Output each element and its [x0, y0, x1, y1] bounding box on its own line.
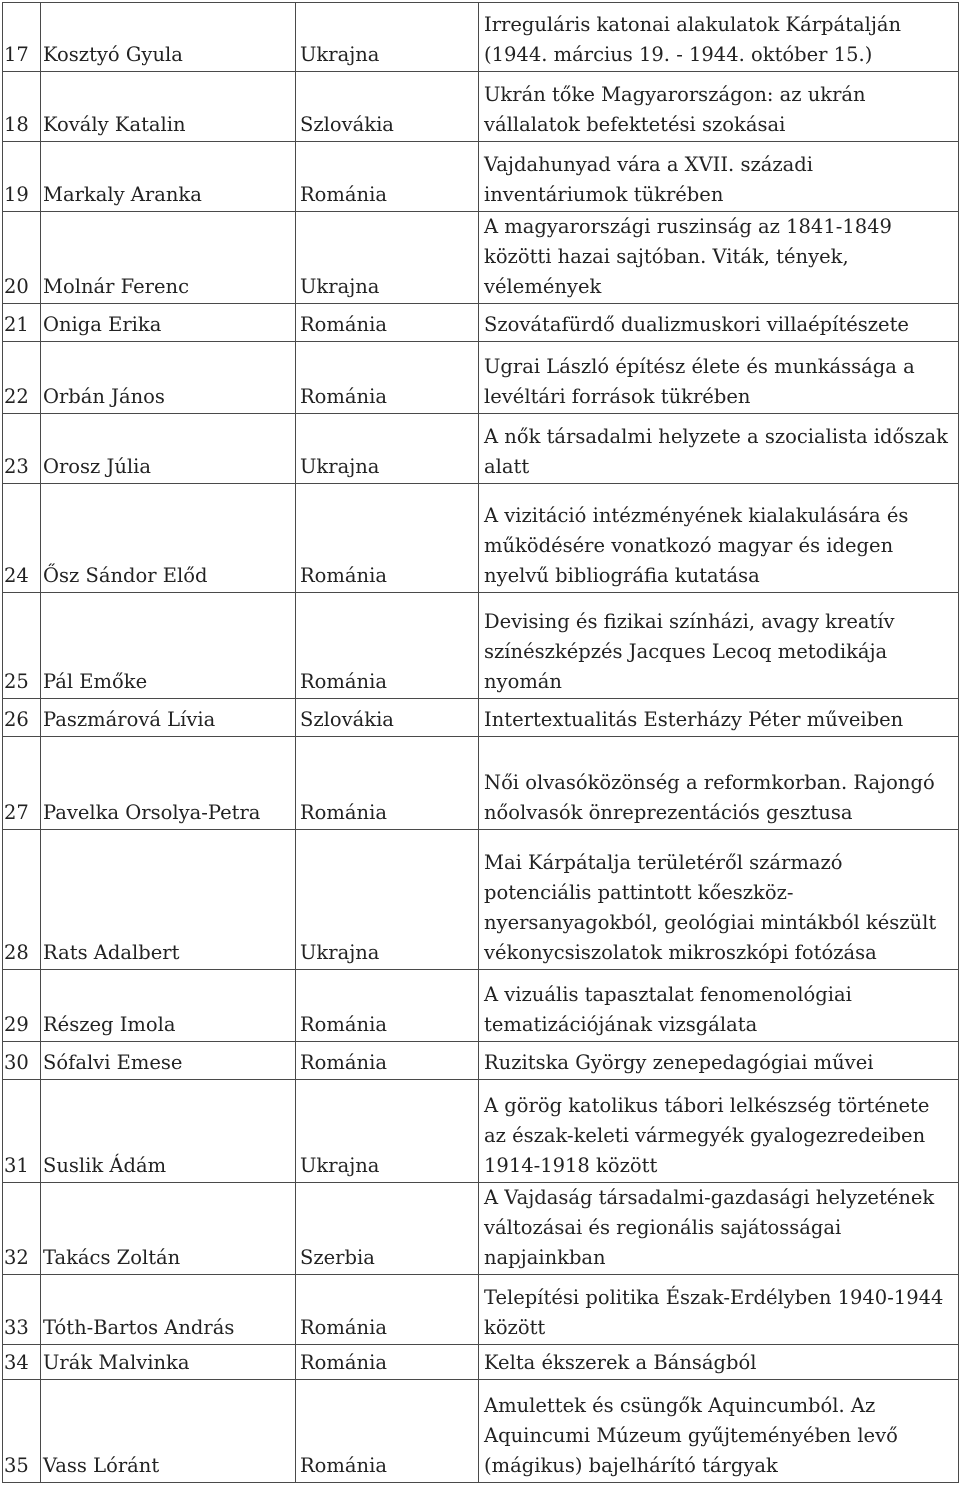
- research-title: A nők társadalmi helyzete a szocialista időszak alatt: [479, 414, 959, 484]
- country: Szlovákia: [296, 699, 479, 737]
- table-row: [3, 342, 959, 414]
- table-row: [3, 737, 959, 830]
- person-name: Rats Adalbert: [41, 830, 296, 970]
- row-number: 29: [3, 970, 41, 1042]
- country: Románia: [296, 484, 479, 593]
- row-number: 26: [3, 699, 41, 737]
- person-name: Urák Malvinka: [41, 1345, 296, 1380]
- person-name: Paszmárová Lívia: [41, 699, 296, 737]
- person-name: Oniga Erika: [41, 304, 296, 342]
- country: Románia: [296, 1042, 479, 1080]
- country: Románia: [296, 1345, 479, 1380]
- row-number: 19: [3, 142, 41, 212]
- table-row: [3, 970, 959, 1042]
- table-row: [3, 1080, 959, 1183]
- table-row: [3, 1275, 959, 1345]
- table-row: [3, 699, 959, 737]
- person-name: Takács Zoltán: [41, 1183, 296, 1275]
- table-row: [3, 142, 959, 212]
- country: Ukrajna: [296, 830, 479, 970]
- person-name: Suslik Ádám: [41, 1080, 296, 1183]
- table-row: [3, 3, 959, 72]
- research-title: A vizitáció intézményének kialakulására és működésére vonatkozó magyar és idegen nyelvű bibliográfia kutatása: [479, 484, 959, 593]
- country: Ukrajna: [296, 414, 479, 484]
- table-row: [3, 414, 959, 484]
- research-title: Amulettek és csüngők Aquincumból. Az Aquincumi Múzeum gyűjteményében levő (mágikus) bajelhárító tárgyak: [479, 1380, 959, 1483]
- row-number: 22: [3, 342, 41, 414]
- country: Szlovákia: [296, 72, 479, 142]
- person-name: Orbán János: [41, 342, 296, 414]
- research-title: Női olvasóközönség a reformkorban. Rajongó nőolvasók önreprezentációs gesztusa: [479, 737, 959, 830]
- research-title: Mai Kárpátalja területéről származó potenciális pattintott kőeszköz-nyersanyagokból, geológiai mintákból készült vékonycsiszolatok mikroszkópi fotózása: [479, 830, 959, 970]
- person-name: Molnár Ferenc: [41, 212, 296, 304]
- table-row: [3, 1380, 959, 1483]
- table-row: [3, 304, 959, 342]
- country: Románia: [296, 737, 479, 830]
- country: Románia: [296, 342, 479, 414]
- country: Románia: [296, 1380, 479, 1483]
- row-number: 23: [3, 414, 41, 484]
- table-row: [3, 484, 959, 593]
- table-row: [3, 830, 959, 970]
- research-title: A magyarországi ruszinság az 1841-1849 közötti hazai sajtóban. Viták, tények, vélemények: [479, 212, 959, 304]
- country: Románia: [296, 142, 479, 212]
- person-name: Markaly Aranka: [41, 142, 296, 212]
- research-title: A görög katolikus tábori lelkészség története az észak-keleti vármegyék gyalogezredeiben 1914-1918 között: [479, 1080, 959, 1183]
- row-number: 25: [3, 593, 41, 699]
- row-number: 21: [3, 304, 41, 342]
- row-number: 28: [3, 830, 41, 970]
- country: Ukrajna: [296, 3, 479, 72]
- grant-recipients-table: [2, 2, 959, 1483]
- research-title: Intertextualitás Esterházy Péter műveiben: [479, 699, 959, 737]
- country: Románia: [296, 593, 479, 699]
- country: Ukrajna: [296, 212, 479, 304]
- row-number: 32: [3, 1183, 41, 1275]
- person-name: Kovály Katalin: [41, 72, 296, 142]
- person-name: Ősz Sándor Előd: [41, 484, 296, 593]
- country: Ukrajna: [296, 1080, 479, 1183]
- research-title: Ukrán tőke Magyarországon: az ukrán vállalatok befektetési szokásai: [479, 72, 959, 142]
- research-title: Vajdahunyad vára a XVII. századi inventáriumok tükrében: [479, 142, 959, 212]
- person-name: Kosztyó Gyula: [41, 3, 296, 72]
- row-number: 27: [3, 737, 41, 830]
- row-number: 17: [3, 3, 41, 72]
- research-title: Irreguláris katonai alakulatok Kárpátalján (1944. március 19. - 1944. október 15.): [479, 3, 959, 72]
- table-row: [3, 1183, 959, 1275]
- person-name: Vass Lóránt: [41, 1380, 296, 1483]
- research-title: Ugrai László építész élete és munkássága a levéltári források tükrében: [479, 342, 959, 414]
- country: Szerbia: [296, 1183, 479, 1275]
- research-title: Kelta ékszerek a Bánságból: [479, 1345, 959, 1380]
- table-row: [3, 1345, 959, 1380]
- person-name: Tóth-Bartos András: [41, 1275, 296, 1345]
- person-name: Pál Emőke: [41, 593, 296, 699]
- person-name: Pavelka Orsolya-Petra: [41, 737, 296, 830]
- row-number: 35: [3, 1380, 41, 1483]
- row-number: 31: [3, 1080, 41, 1183]
- row-number: 20: [3, 212, 41, 304]
- row-number: 24: [3, 484, 41, 593]
- table-row: [3, 1042, 959, 1080]
- table-row: [3, 72, 959, 142]
- country: Románia: [296, 970, 479, 1042]
- person-name: Részeg Imola: [41, 970, 296, 1042]
- research-title: A Vajdaság társadalmi-gazdasági helyzetének változásai és regionális sajátosságai napjainkban: [479, 1183, 959, 1275]
- row-number: 33: [3, 1275, 41, 1345]
- research-title: Telepítési politika Észak-Erdélyben 1940-1944 között: [479, 1275, 959, 1345]
- country: Románia: [296, 304, 479, 342]
- row-number: 18: [3, 72, 41, 142]
- research-title: Devising és fizikai színházi, avagy kreatív színészképzés Jacques Lecoq metodikája nyomán: [479, 593, 959, 699]
- country: Románia: [296, 1275, 479, 1345]
- row-number: 30: [3, 1042, 41, 1080]
- table-row: [3, 593, 959, 699]
- research-title: Ruzitska György zenepedagógiai művei: [479, 1042, 959, 1080]
- research-title: Szovátafürdő dualizmuskori villaépítészete: [479, 304, 959, 342]
- row-number: 34: [3, 1345, 41, 1380]
- research-title: A vizuális tapasztalat fenomenológiai tematizációjának vizsgálata: [479, 970, 959, 1042]
- table-row: [3, 212, 959, 304]
- person-name: Orosz Júlia: [41, 414, 296, 484]
- person-name: Sófalvi Emese: [41, 1042, 296, 1080]
